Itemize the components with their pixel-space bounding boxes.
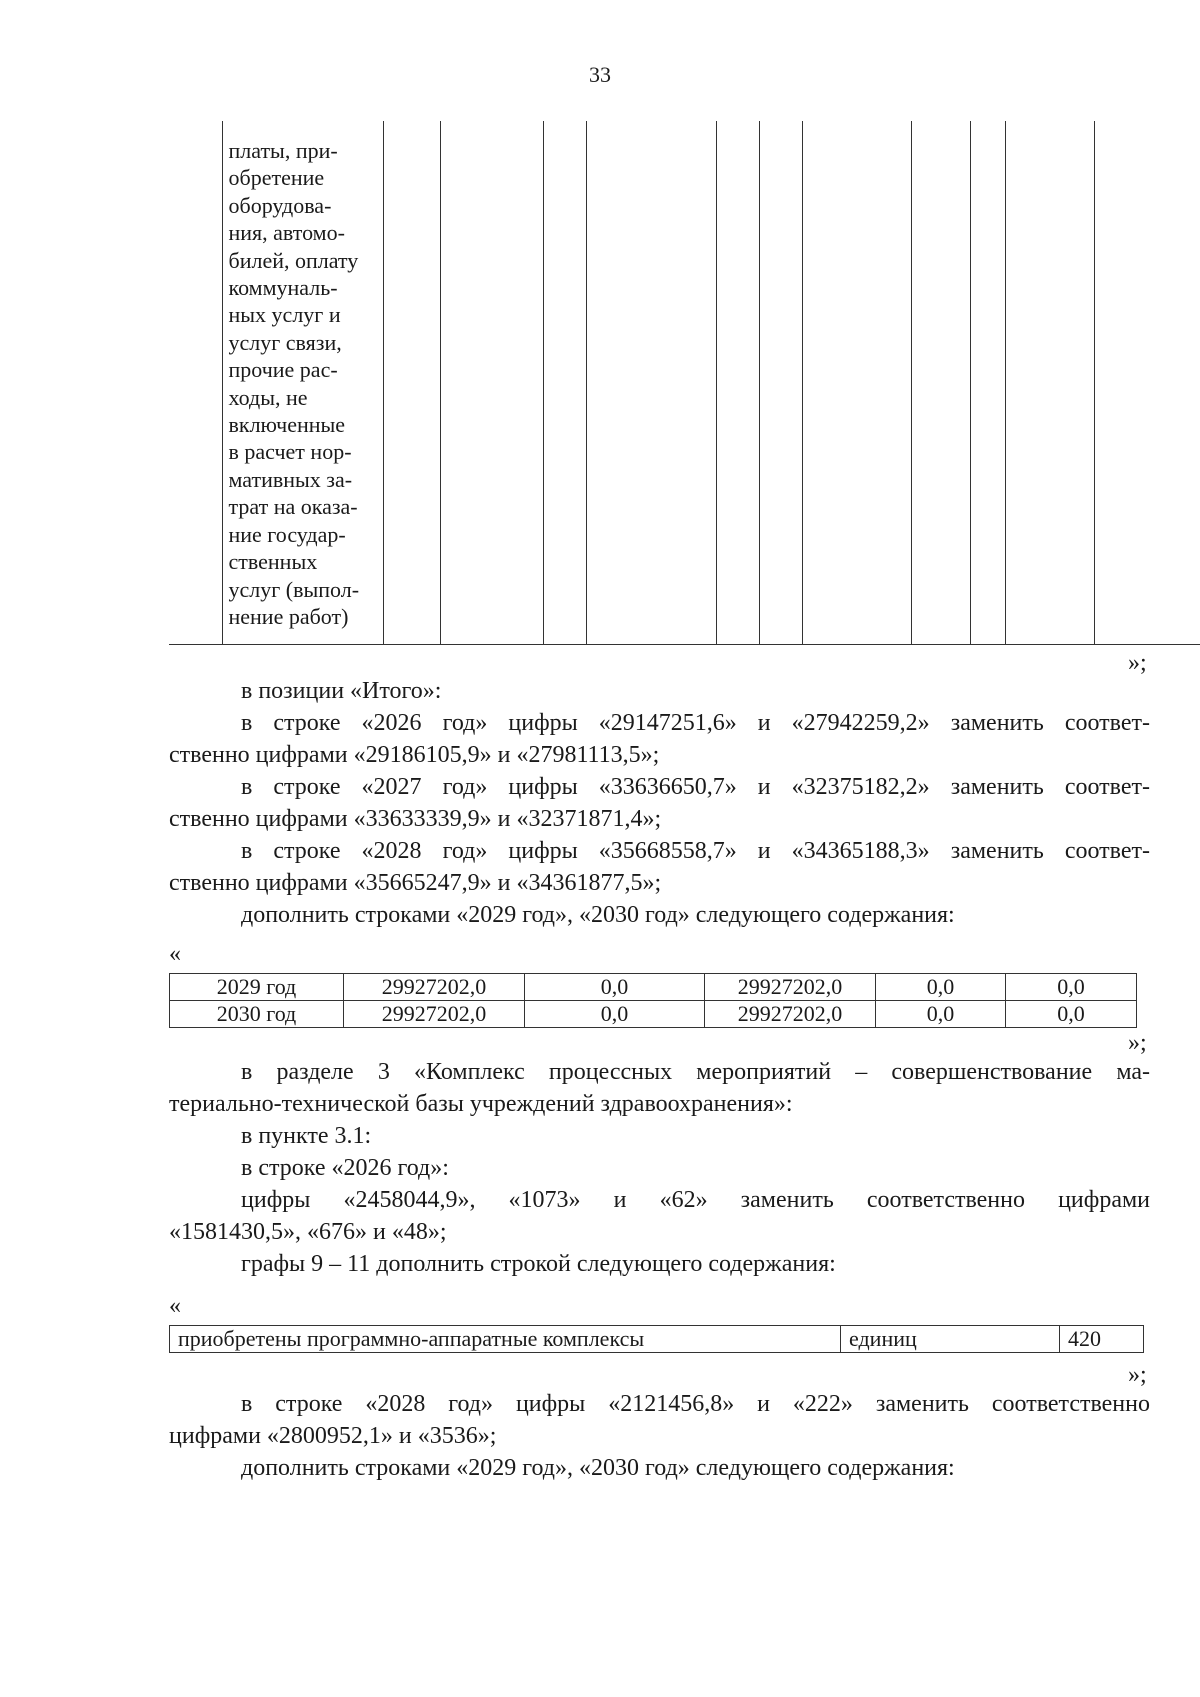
- cell-line: включенные: [228, 412, 346, 438]
- table-cell: [911, 121, 970, 645]
- table-cell: [1094, 121, 1200, 645]
- table-row: [169, 121, 1200, 645]
- cell-line: оборудова-: [228, 192, 332, 218]
- cell-line: обретение: [228, 165, 325, 191]
- paragraph-itogo: в позиции «Итого»:: [241, 678, 442, 704]
- cell-line: мативных за-: [228, 466, 353, 492]
- table-cell: [543, 121, 586, 645]
- table-cell: 0,0: [525, 974, 705, 1001]
- cell-line: коммуналь-: [228, 275, 338, 301]
- table-cell: 0,0: [876, 1001, 1006, 1028]
- paragraph-2027-line2: ственно цифрами «33633339,9» и «32371871,4»;: [169, 806, 662, 832]
- hardware-table: [169, 1325, 1144, 1353]
- cell-line: услуг (выпол-: [228, 576, 360, 602]
- paragraph-2027-line1: в строке «2027 год» цифры «33636650,7» и «32375182,2» заменить соответ-: [241, 774, 1150, 800]
- closing-quote: »;: [1128, 650, 1147, 676]
- opening-quote: «: [169, 1293, 181, 1319]
- opening-quote: «: [169, 941, 181, 967]
- table-cell: 2030 год: [170, 1001, 344, 1028]
- cell-line: ных услуг и: [228, 302, 341, 328]
- table-cell: [1005, 121, 1094, 645]
- paragraph-2028-line1: в строке «2028 год» цифры «35668558,7» и «34365188,3» заменить соответ-: [241, 838, 1150, 864]
- paragraph-add-rows: дополнить строками «2029 год», «2030 год» следующего содержания:: [241, 902, 955, 928]
- table-cell: [716, 121, 759, 645]
- table-cell: 29927202,0: [344, 974, 525, 1001]
- table-cell: 29927202,0: [705, 974, 876, 1001]
- table-cell: 0,0: [1006, 1001, 1137, 1028]
- cell-line: ние государ-: [228, 521, 346, 547]
- paragraph-columns-9-11: графы 9 – 11 дополнить строкой следующего содержания:: [241, 1251, 836, 1277]
- table-row: [170, 1001, 1137, 1028]
- paragraph-add-rows-final: дополнить строками «2029 год», «2030 год» следующего содержания:: [241, 1455, 955, 1481]
- table-cell: 0,0: [1006, 974, 1137, 1001]
- paragraph-numbers-line1: цифры «2458044,9», «1073» и «62» заменить соответственно цифрами: [241, 1187, 1150, 1213]
- cell-line: трат на оказа-: [228, 494, 358, 520]
- paragraph-point-3-1: в пункте 3.1:: [241, 1123, 372, 1149]
- cell-line: в расчет нор-: [228, 439, 352, 465]
- table-cell: 29927202,0: [705, 1001, 876, 1028]
- table-cell: 0,0: [876, 974, 1006, 1001]
- table-cell: 0,0: [525, 1001, 705, 1028]
- table-cell: [586, 121, 716, 645]
- cell-line: прочие рас-: [228, 357, 338, 383]
- table-cell: единиц: [841, 1326, 1060, 1353]
- table-cell-description: [222, 121, 383, 645]
- paragraph-section3-line2: териально-технической базы учреждений здравоохранения»:: [169, 1091, 793, 1117]
- cell-text: [223, 121, 383, 630]
- cell-line: ственных: [228, 549, 318, 575]
- paragraph-2026-line1: в строке «2026 год» цифры «29147251,6» и «27942259,2» заменить соответ-: [241, 710, 1150, 736]
- cell-line: ходы, не: [228, 384, 308, 410]
- paragraph-2028-line2: ственно цифрами «35665247,9» и «34361877,5»;: [169, 870, 662, 896]
- table-cell: приобретены программно-аппаратные комплексы: [170, 1326, 841, 1353]
- years-table: [169, 973, 1137, 1028]
- cell-line: билей, оплату: [228, 247, 359, 273]
- table-cell: [802, 121, 911, 645]
- paragraph-2028-replace-line1: в строке «2028 год» цифры «2121456,8» и «222» заменить соответственно: [241, 1391, 1150, 1417]
- table-cell: 29927202,0: [344, 1001, 525, 1028]
- cell-line: платы, при-: [228, 138, 338, 163]
- table-cell: [759, 121, 802, 645]
- table-cell: [383, 121, 440, 645]
- table-cell: [440, 121, 543, 645]
- paragraph-row-2026: в строке «2026 год»:: [241, 1155, 449, 1181]
- cell-line: ния, автомо-: [228, 220, 345, 246]
- table-cell: [970, 121, 1005, 645]
- paragraph-2026-line2: ственно цифрами «29186105,9» и «27981113,5»;: [169, 742, 660, 768]
- paragraph-section3-line1: в разделе 3 «Комплекс процессных мероприятий – совершенствование ма-: [241, 1059, 1150, 1085]
- table-cell: 2029 год: [170, 974, 344, 1001]
- table-cell: [169, 121, 222, 645]
- table-cell: 420: [1060, 1326, 1144, 1353]
- closing-quote: »;: [1128, 1030, 1147, 1056]
- continuation-table: [169, 121, 1200, 645]
- table-row: [170, 1326, 1144, 1353]
- paragraph-2028-replace-line2: цифрами «2800952,1» и «3536»;: [169, 1423, 497, 1449]
- closing-quote: »;: [1128, 1362, 1147, 1388]
- page-number: 33: [589, 62, 611, 87]
- cell-line: нение работ): [228, 603, 349, 629]
- table-row: [170, 974, 1137, 1001]
- paragraph-numbers-line2: «1581430,5», «676» и «48»;: [169, 1219, 447, 1245]
- cell-line: услуг связи,: [228, 329, 342, 355]
